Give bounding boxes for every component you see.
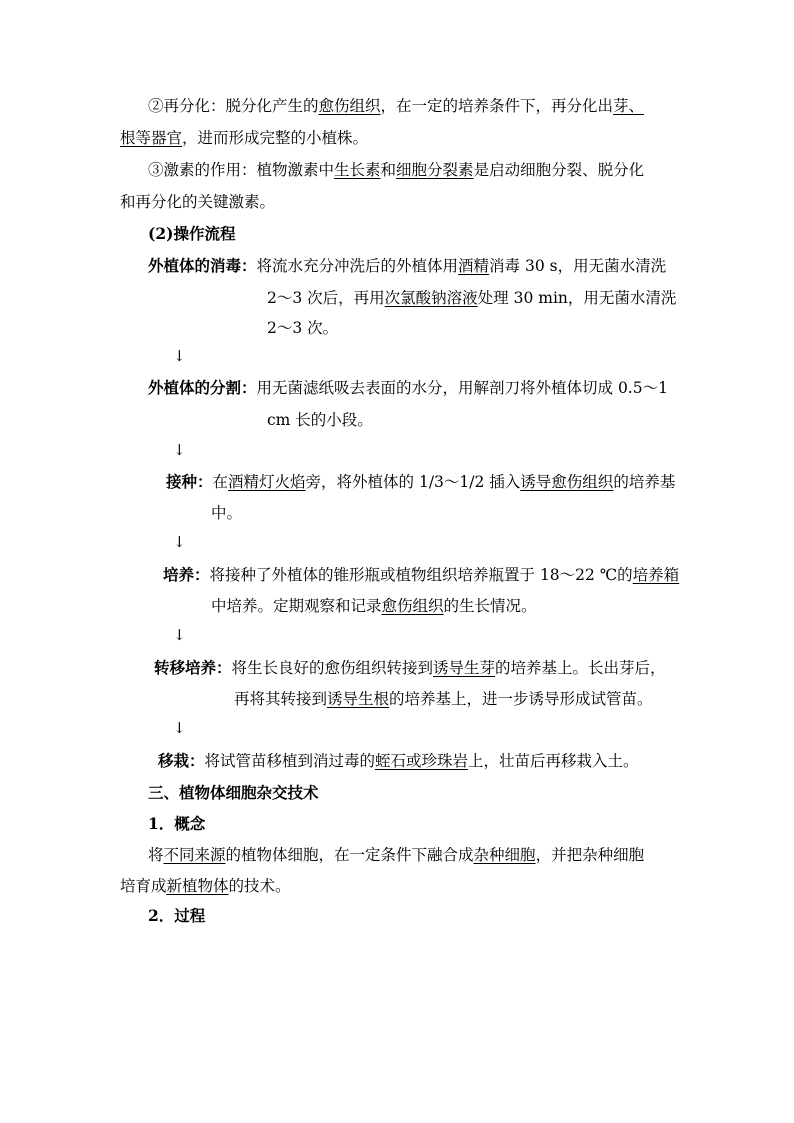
concept-line-2: 培育成新植物体的技术。	[120, 877, 291, 895]
down-arrow-icon: ↓	[173, 626, 186, 644]
step-transplant-line-1: 移栽：将试管苗移植到消过毒的蛭石或珍珠岩上，壮苗后再移栽入土。	[158, 751, 639, 770]
down-arrow-icon: ↓	[173, 719, 186, 737]
step-cut-line-1: 外植体的分割：用无菌滤纸吸去表面的水分，用解剖刀将外植体切成 0.5～1	[148, 378, 668, 397]
term-hypochlorite: 次氯酸钠溶液	[384, 289, 478, 307]
step-transfer-line-1: 转移培养：将生长良好的愈伤组织转接到诱导生芽的培养基上。长出芽后，	[154, 658, 666, 677]
term-cytokinin: 细胞分裂素	[396, 161, 474, 179]
down-arrow-icon: ↓	[173, 347, 186, 365]
step-transfer-line-2: 再将其转接到诱导生根的培养基上，进一步诱导形成试管苗。	[234, 690, 653, 708]
term-bud: 芽、	[613, 97, 645, 115]
term-incubator: 培养箱	[632, 566, 680, 584]
section-three-title: 三、植物体细胞杂交技术	[148, 783, 319, 802]
term-induce-root: 诱导生根	[327, 690, 390, 708]
step-inoculate-line-2: 中。	[211, 504, 243, 522]
redifferentiation-line-1: ②再分化：脱分化产生的愈伤组织，在一定的培养条件下，再分化出芽、	[148, 97, 645, 115]
step-disinfect-label: 外植体的消毒：	[148, 256, 257, 275]
term-callus-2: 愈伤组织	[381, 597, 444, 615]
step-disinfect-line-1: 外植体的消毒：将流水充分冲洗后的外植体用酒精消毒 30 s，用无菌水清洗	[148, 256, 667, 275]
term-new-plant: 新植物体	[166, 877, 229, 895]
term-callus: 愈伤组织	[318, 97, 381, 115]
concept-heading: 1．概念	[148, 814, 206, 833]
term-different-sources: 不同来源	[163, 846, 226, 864]
step-disinfect-line-2: 2～3 次后，再用次氯酸钠溶液处理 30 min，用无菌水清洗	[267, 289, 677, 307]
term-alcohol: 酒精	[458, 257, 490, 275]
hormone-line-1: ③激素的作用：植物激素中生长素和细胞分裂素是启动细胞分裂、脱分化	[148, 161, 645, 179]
step-transfer-label: 转移培养：	[154, 658, 232, 677]
step-transplant-label: 移栽：	[158, 751, 205, 770]
step-cut-label: 外植体的分割：	[148, 378, 257, 397]
term-auxin: 生长素	[334, 161, 381, 179]
term-vermiculite: 蛭石或珍珠岩	[375, 752, 469, 770]
step-cut-line-2: cm 长的小段。	[267, 411, 373, 429]
hormone-line-2: 和再分化的关键激素。	[120, 193, 276, 211]
process-heading: 2．过程	[148, 906, 206, 925]
term-alcohol-lamp: 酒精灯火焰	[228, 473, 306, 491]
term-root-organs: 根等器官	[120, 129, 183, 147]
concept-line-1: 将不同来源的植物体细胞，在一定条件下融合成杂种细胞，并把杂种细胞	[148, 846, 645, 864]
term-hybrid-cell: 杂种细胞	[473, 846, 536, 864]
step-inoculate-label: 接种：	[166, 472, 213, 491]
term-induce-bud: 诱导生芽	[433, 659, 496, 677]
redifferentiation-line-2: 根等器官，进而形成完整的小植株。	[120, 129, 369, 147]
step-culture-line-1: 培养：将接种了外植体的锥形瓶或植物组织培养瓶置于 18～22 ℃的培养箱	[163, 565, 680, 584]
step-culture-line-2: 中培养。定期观察和记录愈伤组织的生长情况。	[211, 597, 537, 615]
operation-flow-heading: (2)操作流程	[148, 224, 236, 243]
term-induce-callus: 诱导愈伤组织	[520, 473, 614, 491]
step-inoculate-line-1: 接种：在酒精灯火焰旁，将外植体的 1/3～1/2 插入诱导愈伤组织的培养基	[166, 472, 676, 491]
step-disinfect-line-3: 2～3 次。	[267, 319, 339, 337]
down-arrow-icon: ↓	[173, 441, 186, 459]
step-culture-label: 培养：	[163, 565, 210, 584]
down-arrow-icon: ↓	[173, 533, 186, 551]
